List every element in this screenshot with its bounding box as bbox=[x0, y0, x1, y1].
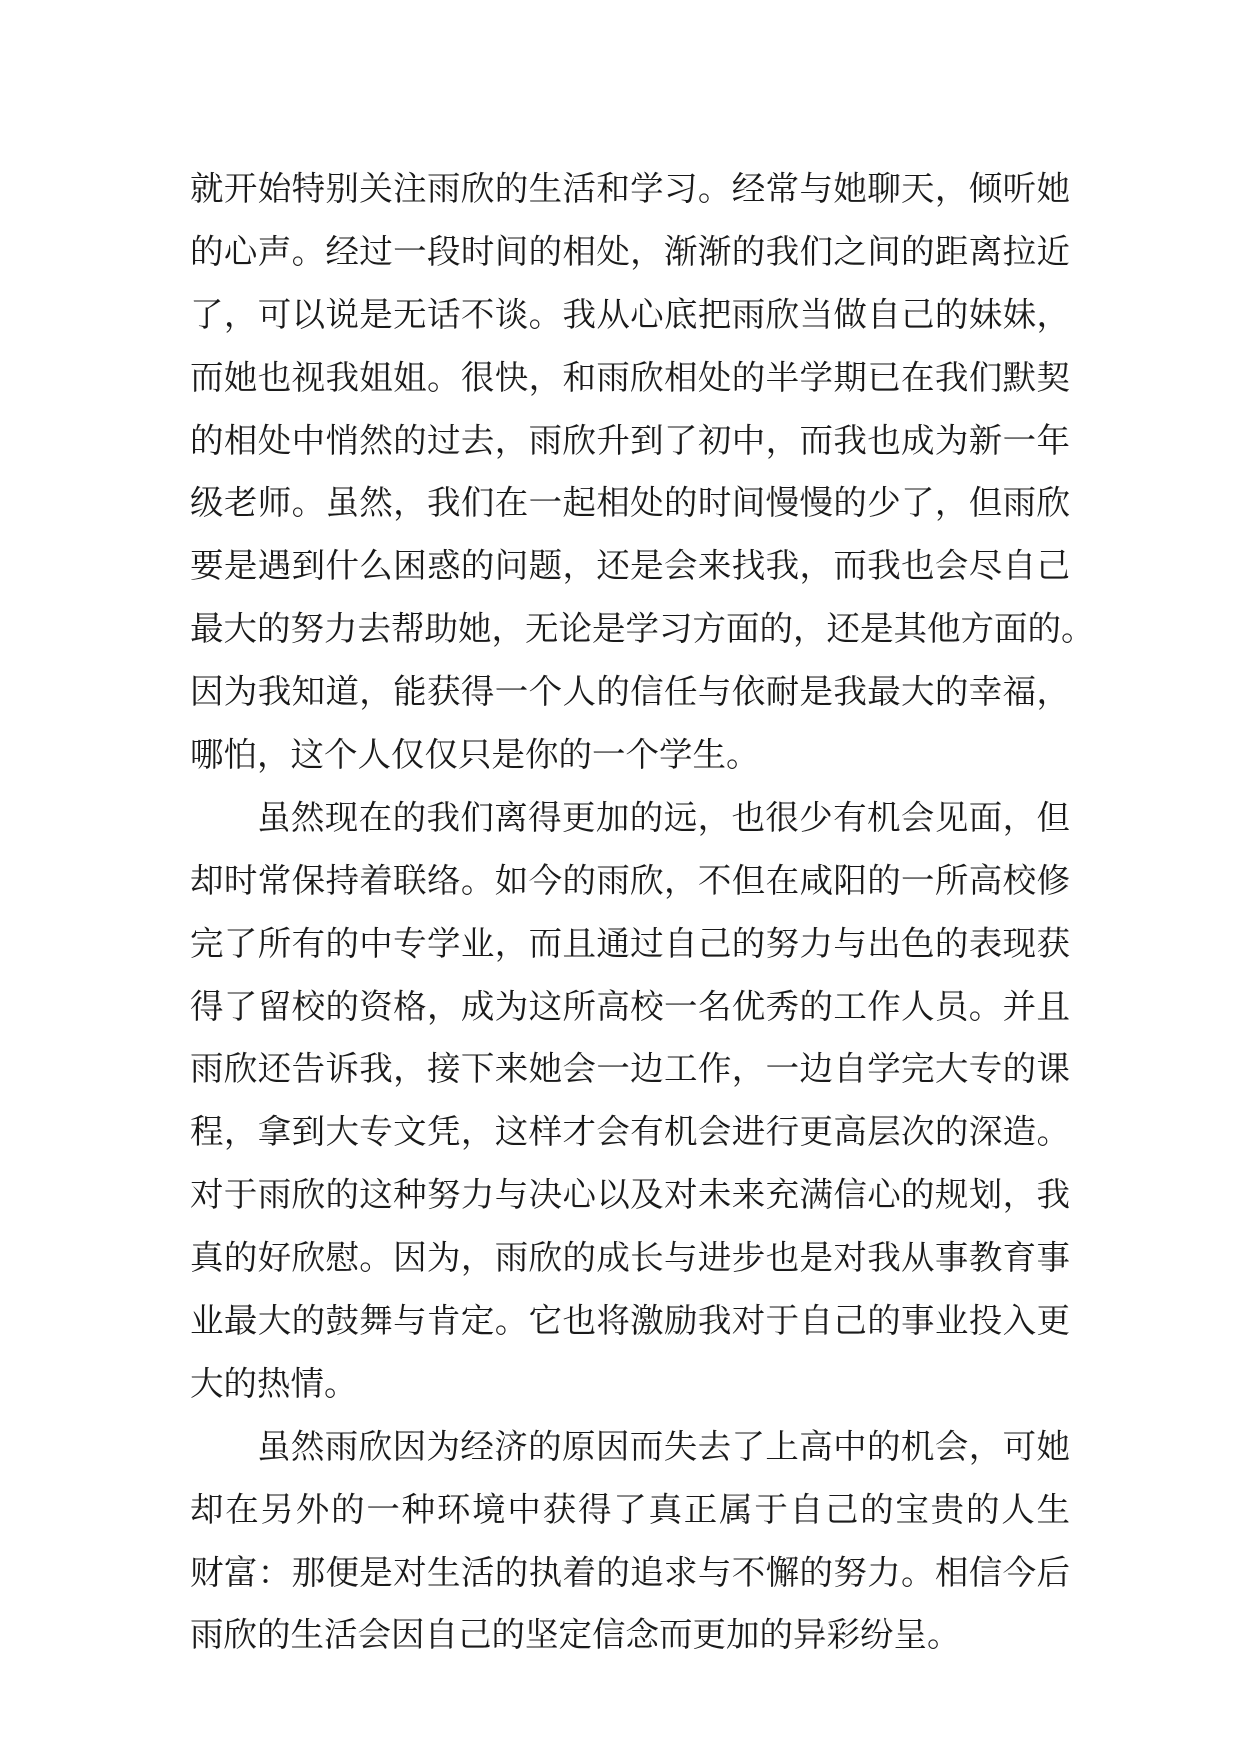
text-line: 却时常保持着联络。如今的雨欣，不但在咸阳的一所高校修 bbox=[190, 860, 1070, 900]
text-line: 因为我知道，能获得一个人的信任与依耐是我最大的幸福， bbox=[190, 672, 1070, 712]
text-line: 得了留校的资格，成为这所高校一名优秀的工作人员。并且 bbox=[190, 986, 1070, 1026]
text-line: 而她也视我姐姐。很快，和雨欣相处的半学期已在我们默契 bbox=[190, 357, 1070, 397]
text-line: 完了所有的中专学业，而且通过自己的努力与出色的表现获 bbox=[190, 923, 1070, 963]
text-line: 业最大的鼓舞与肯定。它也将激励我对于自己的事业投入更 bbox=[190, 1301, 1070, 1341]
text-line: 程，拿到大专文凭，这样才会有机会进行更高层次的深造。 bbox=[190, 1112, 1070, 1152]
text-line: 虽然雨欣因为经济的原因而失去了上高中的机会，可她 bbox=[257, 1426, 1070, 1466]
document-body bbox=[190, 158, 1095, 1667]
text-line: 雨欣还告诉我，接下来她会一边工作，一边自学完大专的课 bbox=[190, 1049, 1070, 1089]
text-line: 要是遇到什么困惑的问题，还是会来找我，而我也会尽自己 bbox=[190, 546, 1070, 586]
text-line: 雨欣的生活会因自己的坚定信念而更加的异彩纷呈。 bbox=[190, 1615, 961, 1655]
text-line: 大的热情。 bbox=[190, 1363, 358, 1403]
text-line: 的相处中悄然的过去，雨欣升到了初中，而我也成为新一年 bbox=[190, 420, 1070, 460]
text-line: 财富：那便是对生活的执着的追求与不懈的努力。相信今后 bbox=[190, 1552, 1070, 1592]
text-line: 了，可以说是无话不谈。我从心底把雨欣当做自己的妹妹， bbox=[190, 294, 1070, 334]
text-line: 哪怕，这个人仅仅只是你的一个学生。 bbox=[190, 735, 760, 775]
text-line: 虽然现在的我们离得更加的远，也很少有机会见面，但 bbox=[257, 797, 1070, 837]
text-line: 的心声。经过一段时间的相处，渐渐的我们之间的距离拉近 bbox=[190, 231, 1070, 271]
text-line: 对于雨欣的这种努力与决心以及对未来充满信心的规划，我 bbox=[190, 1175, 1070, 1215]
text-line: 就开始特别关注雨欣的生活和学习。经常与她聊天，倾听她 bbox=[190, 169, 1070, 208]
paragraph-3 bbox=[190, 1416, 1070, 1668]
text-line: 却在另外的一种环境中获得了真正属于自己的宝贵的人生 bbox=[190, 1489, 1070, 1529]
text-line: 级老师。虽然，我们在一起相处的时间慢慢的少了，但雨欣 bbox=[190, 483, 1070, 523]
paragraph-2 bbox=[190, 787, 1070, 1416]
paragraph-1 bbox=[190, 158, 1095, 787]
text-line: 真的好欣慰。因为，雨欣的成长与进步也是对我从事教育事 bbox=[190, 1238, 1070, 1278]
text-line: 最大的努力去帮助她，无论是学习方面的，还是其他方面的。 bbox=[190, 609, 1095, 649]
